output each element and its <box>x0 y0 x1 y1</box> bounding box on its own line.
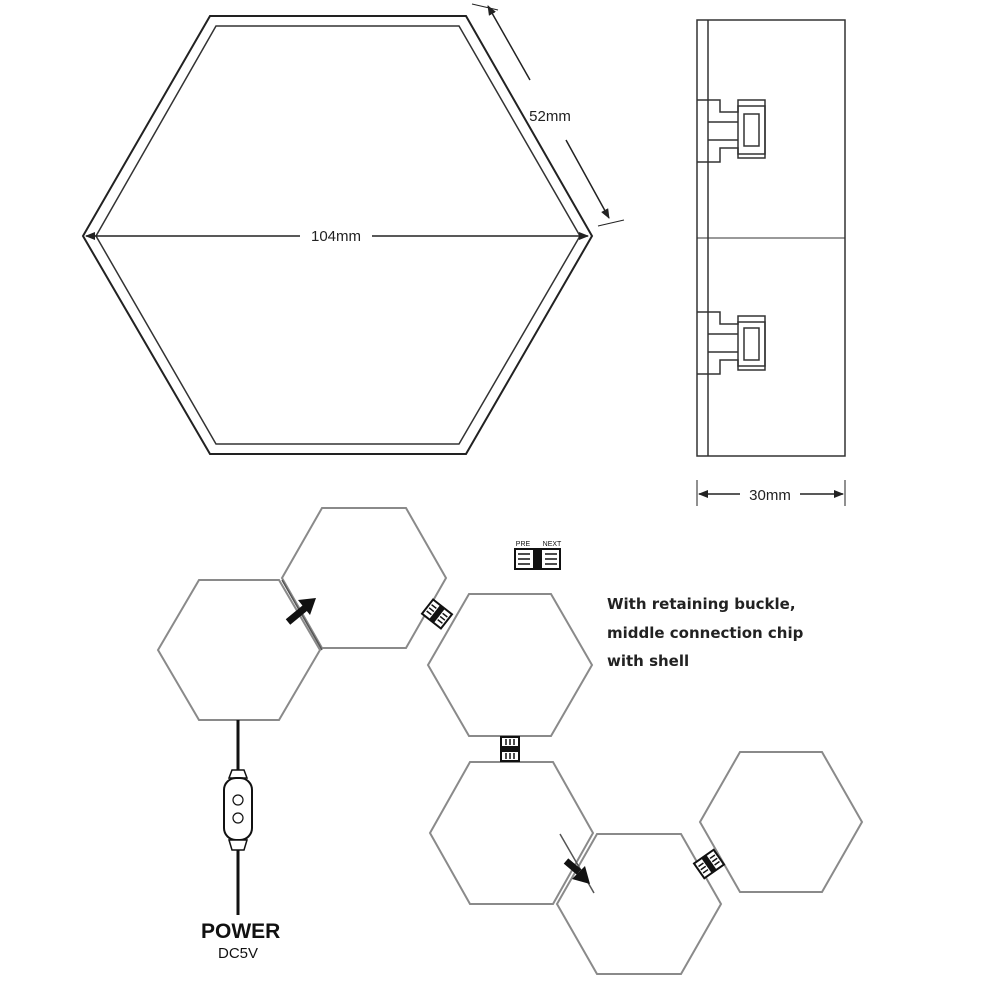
connection-chip <box>422 600 452 629</box>
pre-next-connector-icon <box>515 541 562 569</box>
width-dimension <box>86 228 588 245</box>
side-view-upper-clip <box>697 100 765 162</box>
connection-chip <box>501 737 519 761</box>
edge-dimension <box>472 4 624 226</box>
panel-hexagon <box>428 594 592 736</box>
side-view <box>697 20 845 456</box>
connection-chip <box>694 850 724 879</box>
inline-controller <box>224 770 252 850</box>
note-line-1: With retaining buckle, <box>607 595 796 613</box>
power-label: POWER <box>201 920 281 943</box>
note-line-2: middle connection chip <box>607 624 804 642</box>
note-line-3: with shell <box>607 652 690 670</box>
power-voltage-label: DC5V <box>218 945 259 962</box>
pre-label: PRE <box>515 541 531 548</box>
depth-dimension <box>697 480 845 506</box>
edge-dimension-label: 52mm <box>529 108 571 125</box>
panel-hexagon <box>700 752 862 892</box>
width-dimension-label: 104mm <box>310 228 362 245</box>
next-label: NEXT <box>542 541 562 548</box>
side-view-lower-clip <box>697 312 765 374</box>
depth-dimension-label: 30mm <box>749 487 791 504</box>
